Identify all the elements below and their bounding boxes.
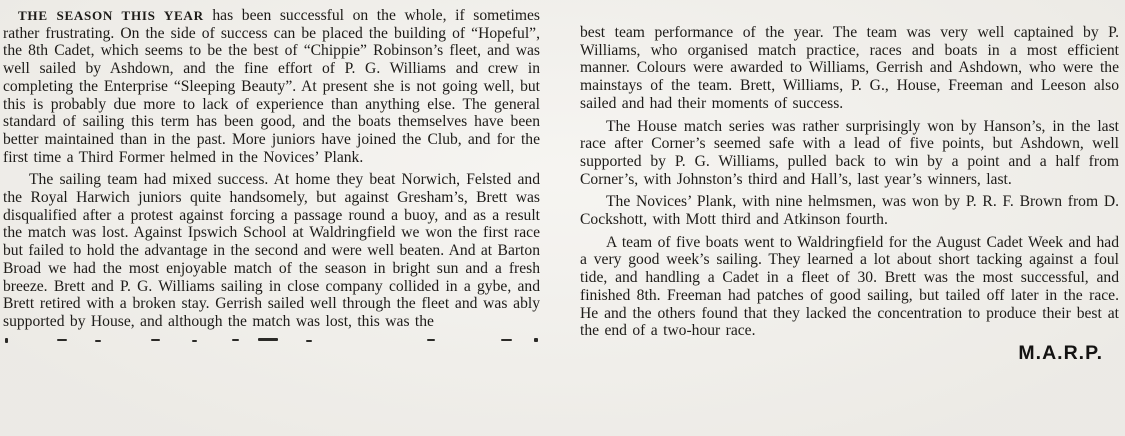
opening-paragraph — [3, 7, 540, 166]
paragraph-text: has been successful on the whole, if sometimes rather frustrating. On the side of success can be placed the building of “Hopeful”, the 8th Cadet, which seems to be the best of “Chippie” Robinson’s fleet, and was well sailed by Ashdown, and the fine effort of P. G. Williams and crew in completing the Enterprise “Sleeping Beauty”. At present she is not going well, but this is probably due more to lack of experience than anything else. The general standard of sailing this term has been good, and the boats themselves have been better maintained than in the past. More juniors have joined the Club, and for the first time a Third Former helmed in the Novices’ Plank. — [3, 7, 540, 166]
right-column — [580, 7, 1119, 436]
paragraph-cadet-week: A team of five boats went to Waldringfield for the August Cadet Week and had a very good week’s sailing. They learned a lot about short tacking against a foul tide, and handling a Cadet in a fleet of 30. Brett was the most successful, and finished 8th. Freeman had patches of good sailing, but tailed off later in the race. He and the others found that they lacked the concentration to produce their best at the end of a two-hour race. — [580, 233, 1119, 340]
opening-small-caps: THE SEASON THIS YEAR — [18, 8, 204, 23]
author-initials: M.A.R.P. — [1018, 341, 1103, 364]
cropped-line-artifact — [3, 336, 540, 344]
paragraph-sailing-team: The sailing team had mixed success. At home they beat Norwich, Felsted and the Royal Harwich juniors quite handsomely, but against Gresham’s, Brett was disqualified after a protest against forcing a passage round a buoy, and as a result the match was lost. Against Ipswich School at Waldringfield we won the first race but failed to hold the advantage in the second and were well beaten. And at Barton Broad we had the most enjoyable match of the season in bright sun and a fresh breeze. Brett and P. G. Williams sailing in close company collided in a gybe, and Brett retired with a broken stay. Gerrish sailed well through the fleet and was ably supported by House, and although the match was lost, this was the — [3, 171, 540, 330]
paragraph-team-performance: best team performance of the year. The team was very well captained by P. Williams, who organised match practice, races and boats in a most efficient manner. Colours were awarded to Williams, Gerrish and Ashdown, who were the mainstays of the team. Brett, Williams, P. G., House, Freeman and Leeson also sailed and had their moments of success. — [580, 24, 1119, 112]
left-column — [3, 7, 540, 436]
paragraph-novices-plank: The Novices’ Plank, with nine helmsmen, was won by P. R. F. Brown from D. Cockshott, with Mott third and Atkinson fourth. — [580, 193, 1119, 229]
paragraph-house-matches: The House match series was rather surprisingly won by Hanson’s, in the last race after Corner’s seemed safe with a lead of five points, but Ashdown, well supported by P. G. Williams, pulled back to win by a point and a half from Corner’s, with Johnston’s third and Hall’s, last year’s winners, last. — [580, 117, 1119, 188]
